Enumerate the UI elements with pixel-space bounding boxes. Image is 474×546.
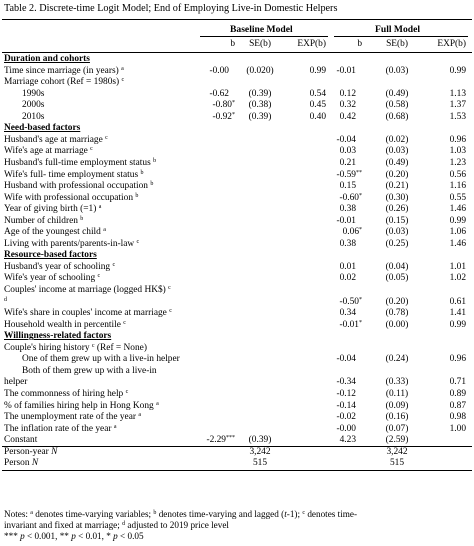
cell-b-full: -0.04 (336, 134, 356, 145)
table-row (0, 401, 474, 412)
row-label: Wife's year of schooling $^c$ (4, 273, 101, 284)
table-row (0, 273, 474, 284)
cell-exp-full: 1.01 (449, 261, 466, 272)
cell-exp-full: 1.37 (449, 100, 466, 111)
cell-exp-full: 0.96 (449, 134, 466, 145)
notes-line-1: Notes: $^a$ denotes time-varying variables; $^b$ denotes time-varying and lagged (t-1); $^c$ denotes time- (4, 509, 358, 519)
col-b-baseline: b (230, 39, 235, 49)
table-row (0, 435, 474, 446)
cell-exp-baseline: 0.45 (309, 100, 326, 111)
table-row (0, 285, 474, 296)
cell-se-baseline: (0.020) (246, 65, 274, 76)
cell-b-full: -0.60* (339, 192, 362, 203)
cell-se-full: (2.59) (385, 435, 409, 446)
cell-exp-baseline: 0.99 (309, 65, 326, 76)
cell-b-full: -0.34 (336, 377, 356, 388)
cell-se-full: (0.49) (385, 157, 409, 168)
section-header-row (0, 250, 474, 261)
row-label: Couple's hiring history $^c$ (Ref = None) (4, 342, 147, 353)
cell-exp-full: 1.00 (449, 423, 466, 434)
cell-b-baseline: -0.00 (209, 65, 229, 76)
cell-se-full: (0.03) (385, 65, 409, 76)
cell-b-full: -0.12 (336, 388, 356, 399)
header-rule (2, 52, 472, 53)
col-exp-baseline: EXP(b) (297, 39, 326, 49)
cell-b-baseline: -2.29*** (206, 435, 235, 446)
table-row (0, 389, 474, 400)
cell-se-full: (0.78) (385, 308, 409, 319)
row-label: Wife with professional occupation $^b$ (4, 192, 139, 203)
cell-b-full: -0.00 (336, 423, 356, 434)
section-header-row (0, 331, 474, 342)
table-row (0, 193, 474, 204)
cell-exp-full: 1.41 (449, 308, 466, 319)
cell-se-baseline: (0.39) (248, 435, 272, 446)
baseline-model-header: Baseline Model (230, 24, 293, 35)
cell-b-full: 0.03 (339, 146, 356, 157)
row-label: Husband's full-time employment status $^b$ (4, 157, 157, 168)
cell-b-full: -0.59** (336, 169, 362, 180)
table-notes (4, 509, 466, 542)
row-label: Number of children $^b$ (4, 215, 84, 226)
cell-exp-full: 0.98 (449, 412, 466, 423)
cell-exp-full: 1.53 (449, 111, 466, 122)
cell-exp-full: 0.55 (449, 192, 466, 203)
cell-se-full: (0.09) (385, 400, 409, 411)
cell-b-full: 0.12 (339, 88, 356, 99)
cell-b-full: 0.21 (339, 157, 356, 168)
col-b-full: b (357, 39, 362, 49)
table-row (0, 100, 474, 111)
cell-b-full: 0.02 (339, 273, 356, 284)
cell-b-full: -0.04 (336, 354, 356, 365)
column-header-row (0, 39, 474, 50)
cell-b-full: 0.38 (339, 238, 356, 249)
row-label: The inflation rate of the year $^a$ (4, 423, 117, 434)
cell-se-full: (0.30) (385, 192, 409, 203)
table-row (0, 343, 474, 354)
cell-se-full: (0.33) (385, 377, 409, 388)
cell-se-full: (0.05) (385, 273, 409, 284)
cell-b-full: 0.01 (339, 261, 356, 272)
cell-se-full: (0.20) (385, 296, 409, 307)
table-row (0, 458, 474, 469)
row-label: 2010s (22, 111, 45, 122)
cell-se-full: (0.02) (385, 134, 409, 145)
section-label: Willingness-related factors (4, 331, 112, 342)
table-row (0, 227, 474, 238)
table-row (0, 262, 474, 273)
row-label: The commonness of hiring help $^c$ (4, 388, 129, 399)
row-label: Husband with professional occupation $^b$ (4, 181, 154, 192)
row-label: Husband's age at marriage $^c$ (4, 134, 108, 145)
row-label: Age of the youngest child $^a$ (4, 227, 106, 238)
row-label: 2000s (22, 100, 45, 111)
cell-b-full: 0.42 (339, 111, 356, 122)
cell-se-full: 515 (389, 458, 405, 469)
table-row (0, 447, 474, 458)
row-label: Time since marriage (in years) $^a$ (4, 65, 124, 76)
cell-se-full: (0.20) (385, 169, 409, 180)
cell-se-full: 3,242 (386, 446, 408, 457)
notes-line-3: *** p < 0.001, ** p < 0.01, * p < 0.05 (4, 531, 144, 541)
cell-se-baseline: (0.38) (248, 100, 272, 111)
row-label: Year of giving birth (=1) $^a$ (4, 204, 102, 215)
col-exp-full: EXP(b) (437, 39, 466, 49)
table-row (0, 89, 474, 100)
row-label: Couples' income at marriage (logged HK$) $^c$ (4, 285, 171, 295)
table-row (0, 170, 474, 181)
row-label: Wife's age at marriage $^c$ (4, 146, 93, 157)
cell-exp-full: 1.13 (449, 88, 466, 99)
cell-exp-full: 1.23 (449, 157, 466, 168)
notes-line-2: invariant and fixed at marriage; $^d$ adjusted to 2019 price level (4, 520, 229, 530)
section-header-row (0, 54, 474, 65)
section-label: Need-based factors (4, 123, 81, 134)
cell-se-full: (0.26) (385, 204, 409, 215)
cell-b-full: -0.01* (339, 319, 362, 330)
cell-se-full: (0.03) (385, 146, 409, 157)
cell-se-baseline: (0.39) (248, 111, 272, 122)
top-rule (2, 19, 472, 20)
row-label: Wife's full- time employment status $^b$ (4, 169, 144, 180)
table-row (0, 308, 474, 319)
row-label: Husband's year of schooling $^c$ (4, 261, 116, 272)
cell-se-full: (0.15) (385, 215, 409, 226)
cell-exp-full: 0.89 (449, 388, 466, 399)
cell-se-full: (0.58) (385, 100, 409, 111)
row-label: Constant (4, 435, 38, 446)
cell-se-full: (0.49) (385, 88, 409, 99)
table-row (0, 112, 474, 123)
section-header-row (0, 123, 474, 134)
table-row (0, 377, 474, 388)
table-row (0, 297, 474, 308)
table-row (0, 424, 474, 435)
row-label: Wife's share in couples' income at marriage $^c$ (4, 308, 172, 319)
cell-exp-full: 0.87 (449, 400, 466, 411)
table-row (0, 354, 474, 365)
table-row (0, 181, 474, 192)
cell-se-full: (0.68) (385, 111, 409, 122)
table-row (0, 366, 474, 377)
table-row (0, 239, 474, 250)
cell-b-full: -0.02 (336, 412, 356, 423)
cell-b-full: -0.50* (339, 296, 362, 307)
cell-se-baseline: 515 (252, 458, 268, 469)
row-label: Person N (4, 458, 39, 469)
full-model-header: Full Model (375, 24, 421, 35)
cell-b-full: -0.01 (336, 65, 356, 76)
cell-exp-full: 0.61 (449, 296, 466, 307)
cell-se-full: (0.07) (385, 423, 409, 434)
cell-exp-full: 1.46 (449, 238, 466, 249)
table-row (0, 77, 474, 88)
pre-stats-rule (2, 446, 472, 447)
row-label: Household wealth in percentile $^c$ (4, 319, 126, 330)
cell-b-full: 0.38 (339, 204, 356, 215)
table-row (0, 412, 474, 423)
cell-se-full: (0.25) (385, 238, 409, 249)
section-label: Duration and cohorts (4, 54, 90, 64)
cell-se-full: (0.11) (385, 388, 409, 399)
cell-b-full: -0.14 (336, 400, 356, 411)
table-row (0, 204, 474, 215)
cell-exp-full: 0.56 (449, 169, 466, 180)
cell-b-full: 0.06* (342, 227, 362, 238)
row-label: % of families hiring help in Hong Kong $^a$ (4, 400, 159, 411)
cell-exp-full: 1.03 (449, 146, 466, 157)
table-row (0, 66, 474, 77)
row-label: helper (4, 377, 28, 388)
row-label: Living with parents/parents-in-law $^c$ (4, 238, 140, 249)
col-se-baseline: SE(b) (249, 39, 271, 49)
cell-b-full: 0.34 (339, 308, 356, 319)
cell-se-full: (0.00) (385, 319, 409, 330)
cell-exp-baseline: 0.40 (309, 111, 326, 122)
cell-exp-full: 0.99 (449, 65, 466, 76)
cell-se-full: (0.04) (385, 261, 409, 272)
cell-se-baseline: (0.39) (248, 88, 272, 99)
cell-se-full: (0.21) (385, 181, 409, 192)
row-label: 1990s (22, 88, 45, 99)
table-row (0, 320, 474, 331)
cell-exp-full: 0.96 (449, 354, 466, 365)
cell-exp-full: 1.46 (449, 204, 466, 215)
table-title: Table 2. Discrete-time Logit Model; End of Employing Live-in Domestic Helpers (4, 3, 338, 14)
cell-exp-full: 1.02 (449, 273, 466, 284)
bottom-rule (2, 470, 472, 471)
baseline-underline (200, 36, 328, 37)
cell-se-full: (0.03) (385, 227, 409, 238)
cell-b-full: 4.23 (339, 435, 356, 446)
table-row (0, 216, 474, 227)
row-label: d (4, 296, 7, 303)
cell-exp-full: 0.71 (449, 377, 466, 388)
cell-b-full: 0.32 (339, 100, 356, 111)
row-label: Person-year N (4, 446, 58, 457)
cell-b-baseline: -0.92* (212, 111, 235, 122)
cell-b-baseline: -0.62 (209, 88, 229, 99)
section-label: Resource-based factors (4, 250, 97, 261)
table-row (0, 158, 474, 169)
cell-se-full: (0.24) (385, 354, 409, 365)
table-row (0, 146, 474, 157)
cell-b-baseline: -0.80* (212, 100, 235, 111)
cell-se-full: (0.16) (385, 412, 409, 423)
table-row (0, 135, 474, 146)
row-label: One of them grew up with a live-in helper (22, 354, 180, 365)
full-underline (334, 36, 468, 37)
cell-exp-baseline: 0.54 (309, 88, 326, 99)
cell-b-full: -0.01 (336, 215, 356, 226)
row-label: Both of them grew up with a live-in (22, 365, 157, 376)
col-se-full: SE(b) (386, 39, 408, 49)
row-label: Marriage cohort (Ref = 1980s) $^c$ (4, 77, 125, 88)
cell-se-baseline: 3,242 (249, 446, 271, 457)
cell-exp-full: 0.99 (449, 215, 466, 226)
cell-b-full: 0.15 (339, 181, 356, 192)
row-label: The unemployment rate of the year $^a$ (4, 412, 141, 423)
cell-exp-full: 1.06 (449, 227, 466, 238)
cell-exp-full: 1.16 (449, 181, 466, 192)
cell-exp-full: 0.99 (449, 319, 466, 330)
